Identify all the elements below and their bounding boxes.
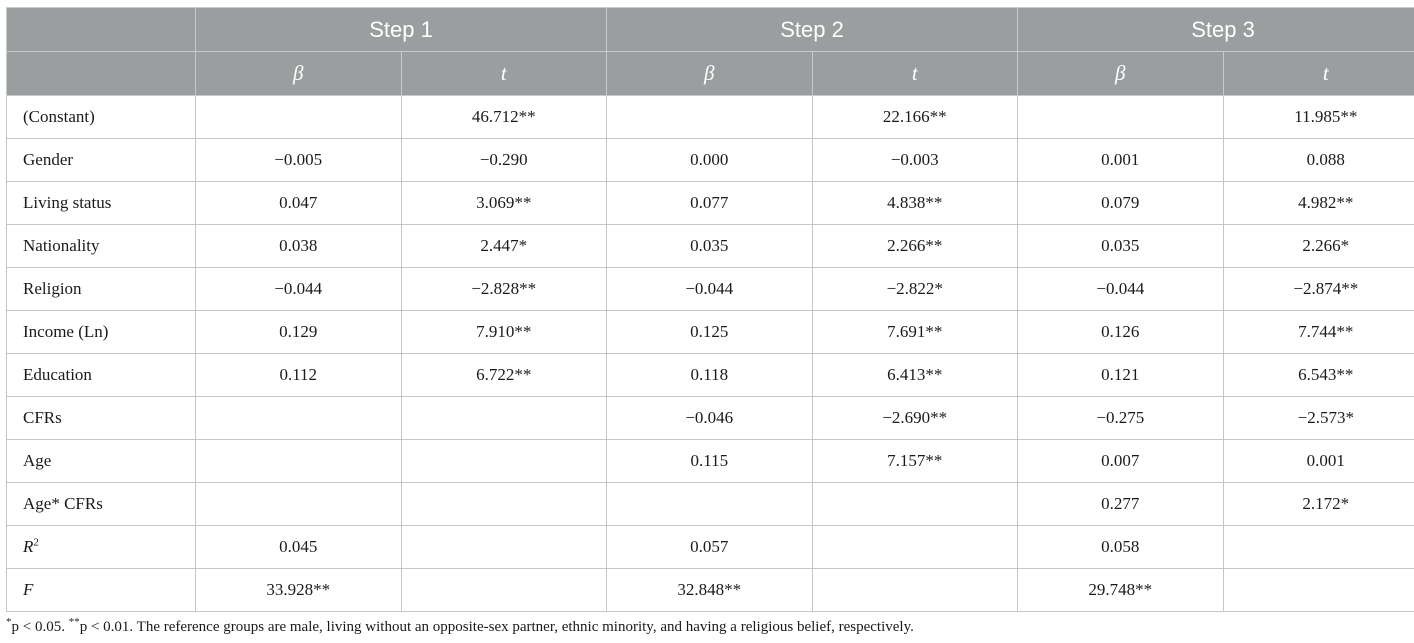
f-statistic-row	[7, 569, 1414, 612]
step-2-beta-header: β	[607, 52, 813, 96]
table-cell: 6.543**	[1223, 354, 1414, 397]
table-cell	[1223, 526, 1414, 569]
table-cell: 11.985**	[1223, 96, 1414, 139]
table-cell	[196, 397, 402, 440]
table-cell: −0.003	[812, 139, 1018, 182]
r-squared-label: $R^2$	[7, 526, 196, 569]
row-label: Gender	[7, 139, 196, 182]
table-cell	[196, 440, 402, 483]
table-cell: −2.690**	[812, 397, 1018, 440]
row-label: Living status	[7, 182, 196, 225]
table-cell: 7.910**	[401, 311, 607, 354]
table-cell: −0.044	[196, 268, 402, 311]
table-cell: 0.112	[196, 354, 402, 397]
table-cell: −2.822*	[812, 268, 1018, 311]
table-cell: 0.045	[196, 526, 402, 569]
f-statistic-label: F	[7, 569, 196, 612]
table-cell: 0.001	[1018, 139, 1224, 182]
table-cell: 0.115	[607, 440, 813, 483]
table-cell: 32.848**	[607, 569, 813, 612]
table-row	[7, 397, 1414, 440]
table-cell: 0.126	[1018, 311, 1224, 354]
table-cell: 29.748**	[1018, 569, 1224, 612]
regression-table	[6, 7, 1414, 612]
table-cell: 6.722**	[401, 354, 607, 397]
table-cell	[607, 96, 813, 139]
table-cell: 0.047	[196, 182, 402, 225]
table-cell	[196, 96, 402, 139]
table-cell: 0.129	[196, 311, 402, 354]
table-cell: 2.266**	[812, 225, 1018, 268]
table-cell	[1223, 569, 1414, 612]
table-cell: −0.290	[401, 139, 607, 182]
table-cell: 0.088	[1223, 139, 1414, 182]
table-row	[7, 96, 1414, 139]
table-cell: 0.077	[607, 182, 813, 225]
table-cell	[812, 483, 1018, 526]
table-cell: 0.079	[1018, 182, 1224, 225]
table-cell: 0.058	[1018, 526, 1224, 569]
table-row	[7, 225, 1414, 268]
table-cell: 0.035	[1018, 225, 1224, 268]
table-cell: 6.413**	[812, 354, 1018, 397]
table-cell	[1018, 96, 1224, 139]
step-1-header: Step 1	[196, 8, 607, 52]
table-cell	[401, 397, 607, 440]
table-cell: −0.005	[196, 139, 402, 182]
table-cell: 2.266*	[1223, 225, 1414, 268]
table-cell: −0.275	[1018, 397, 1224, 440]
table-cell: 0.057	[607, 526, 813, 569]
table-cell: 0.121	[1018, 354, 1224, 397]
table-cell: 7.744**	[1223, 311, 1414, 354]
table-cell: 0.038	[196, 225, 402, 268]
step-header-row	[7, 8, 1414, 52]
table-row	[7, 311, 1414, 354]
table-cell: 0.118	[607, 354, 813, 397]
subheader-row	[7, 52, 1414, 96]
step-3-t-header: t	[1223, 52, 1414, 96]
step-1-beta-header: β	[196, 52, 402, 96]
step-3-beta-header: β	[1018, 52, 1224, 96]
step-2-t-header: t	[812, 52, 1018, 96]
table-row	[7, 182, 1414, 225]
table-row	[7, 139, 1414, 182]
step-3-header: Step 3	[1018, 8, 1414, 52]
r-squared-row	[7, 526, 1414, 569]
table-cell: 2.172*	[1223, 483, 1414, 526]
table-cell: 46.712**	[401, 96, 607, 139]
table-row	[7, 483, 1414, 526]
row-label: Age	[7, 440, 196, 483]
table-cell: 7.157**	[812, 440, 1018, 483]
row-label: Religion	[7, 268, 196, 311]
table-cell: −0.046	[607, 397, 813, 440]
row-label: Nationality	[7, 225, 196, 268]
corner-cell	[7, 8, 196, 52]
table-cell: −2.828**	[401, 268, 607, 311]
table-cell: 4.982**	[1223, 182, 1414, 225]
table-cell	[812, 569, 1018, 612]
step-2-header: Step 2	[607, 8, 1018, 52]
table-cell: −0.044	[607, 268, 813, 311]
table-cell	[812, 526, 1018, 569]
table-cell	[401, 483, 607, 526]
table-cell	[401, 569, 607, 612]
table-cell: 2.447*	[401, 225, 607, 268]
table-cell: −2.573*	[1223, 397, 1414, 440]
table-row	[7, 354, 1414, 397]
table-cell: 22.166**	[812, 96, 1018, 139]
table-cell: 0.001	[1223, 440, 1414, 483]
table-cell	[196, 483, 402, 526]
step-1-t-header: t	[401, 52, 607, 96]
table-footnote: *p < 0.05. **p < 0.01. The reference groups are male, living without an opposite-sex partner, ethnic minority, and having a religious belief, respectively.	[6, 616, 914, 635]
row-label: Education	[7, 354, 196, 397]
row-label: Income (Ln)	[7, 311, 196, 354]
table-cell: 3.069**	[401, 182, 607, 225]
table-cell: 0.277	[1018, 483, 1224, 526]
table-cell	[401, 440, 607, 483]
table-cell: 0.125	[607, 311, 813, 354]
row-label: CFRs	[7, 397, 196, 440]
table-cell	[401, 526, 607, 569]
table-cell: 0.007	[1018, 440, 1224, 483]
table-row	[7, 440, 1414, 483]
table-cell: 33.928**	[196, 569, 402, 612]
row-label: Age* CFRs	[7, 483, 196, 526]
table-cell: −2.874**	[1223, 268, 1414, 311]
table-row	[7, 268, 1414, 311]
corner-cell-2	[7, 52, 196, 96]
row-label: (Constant)	[7, 96, 196, 139]
table-cell: 7.691**	[812, 311, 1018, 354]
table-cell: −0.044	[1018, 268, 1224, 311]
table-cell	[607, 483, 813, 526]
table-cell: 4.838**	[812, 182, 1018, 225]
table-cell: 0.035	[607, 225, 813, 268]
table-cell: 0.000	[607, 139, 813, 182]
